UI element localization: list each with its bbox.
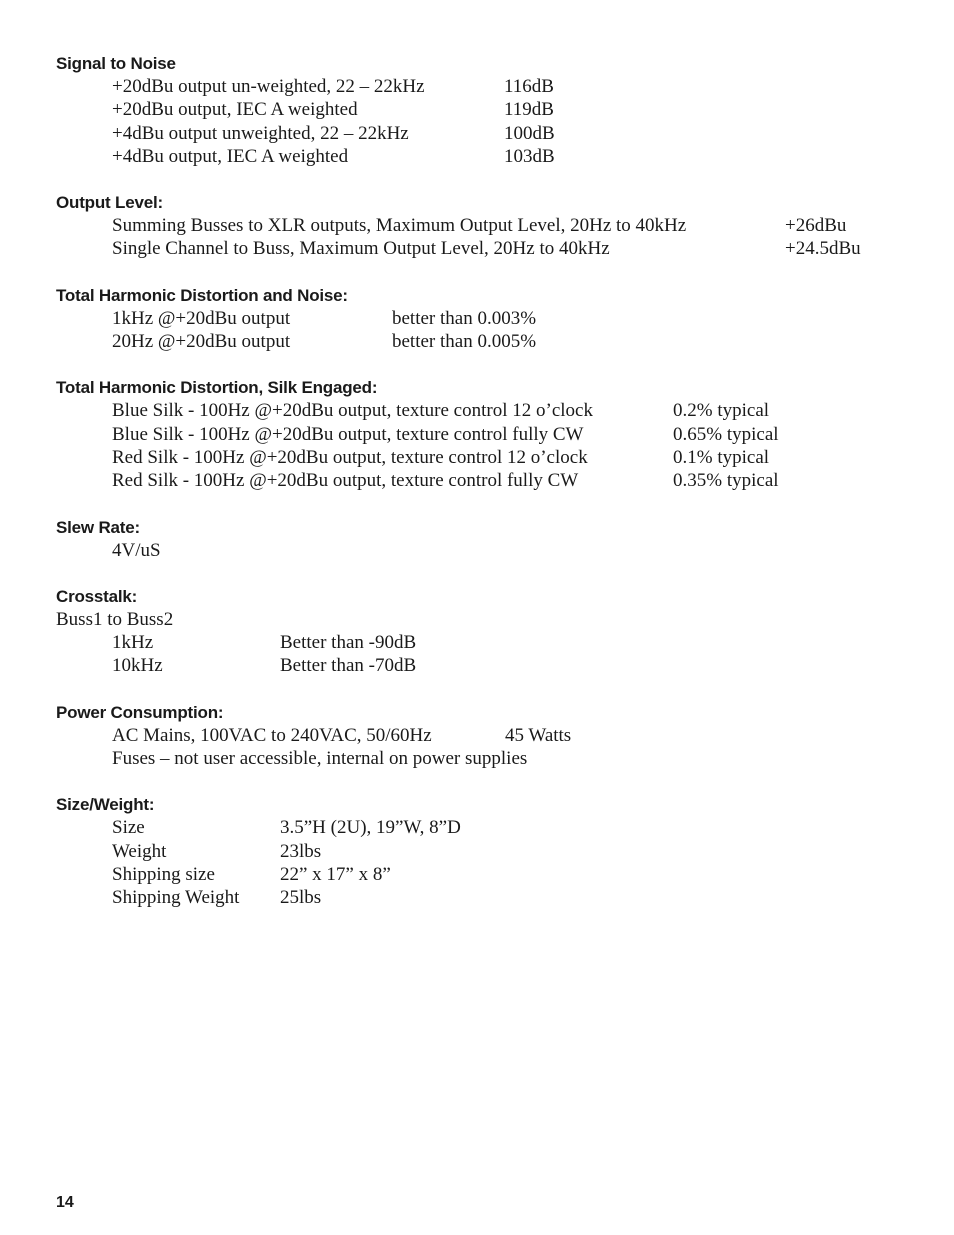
section-output-level [56, 191, 916, 261]
spec-row [56, 307, 916, 330]
spec-row [56, 75, 916, 98]
spec-value: 0.35% typical [673, 470, 779, 492]
spec-row [56, 423, 916, 446]
section-signal-to-noise [56, 52, 916, 168]
spec-label: Single Channel to Buss, Maximum Output Level, 20Hz to 40kHz [112, 238, 610, 260]
spec-row [56, 98, 916, 121]
spec-row [56, 237, 916, 260]
spec-value: 22” x 17” x 8” [280, 863, 391, 885]
spec-label: 20Hz @+20dBu output [112, 331, 291, 353]
section-heading: Total Harmonic Distortion, Silk Engaged: [56, 378, 378, 398]
spec-row [56, 654, 916, 677]
spec-row [56, 840, 916, 863]
spec-label: +20dBu output un-weighted, 22 – 22kHz [112, 76, 425, 97]
section-heading: Output Level: [56, 193, 163, 213]
spec-row [56, 539, 916, 562]
section-heading: Power Consumption: [56, 702, 224, 722]
spec-label: Blue Silk - 100Hz @+20dBu output, texture control 12 o’clock [112, 400, 593, 422]
section-thd-silk [56, 376, 916, 492]
spec-row [56, 886, 916, 909]
section-thd-noise [56, 284, 916, 354]
spec-label: Shipping Weight [112, 887, 240, 909]
spec-page [56, 52, 916, 933]
spec-value: 23lbs [280, 840, 322, 862]
spec-row [56, 122, 916, 145]
section-heading: Slew Rate: [56, 517, 140, 537]
spec-label: Red Silk - 100Hz @+20dBu output, texture control fully CW [112, 470, 579, 492]
spec-value: +24.5dBu [785, 238, 861, 260]
spec-label: +4dBu output, IEC A weighted [112, 145, 349, 167]
spec-row [56, 724, 916, 747]
spec-label: Red Silk - 100Hz @+20dBu output, texture control 12 o’clock [112, 446, 588, 468]
spec-label: 1kHz @+20dBu output [112, 307, 291, 329]
section-slew-rate [56, 516, 916, 562]
spec-value: 119dB [504, 99, 554, 121]
spec-value: 25lbs [280, 887, 322, 909]
section-crosstalk [56, 585, 916, 678]
spec-value: +26dBu [785, 215, 847, 237]
spec-value: 0.65% typical [673, 423, 779, 445]
spec-label: +20dBu output, IEC A weighted [112, 99, 358, 121]
spec-label: Summing Busses to XLR outputs, Maximum Output Level, 20Hz to 40kHz [112, 215, 687, 237]
spec-row [56, 446, 916, 469]
spec-value: better than 0.003% [392, 307, 537, 329]
spec-label: 1kHz [112, 632, 154, 654]
section-size-weight [56, 793, 916, 909]
spec-label: Buss1 to Buss2 [56, 608, 174, 630]
section-heading: Total Harmonic Distortion and Noise: [56, 285, 348, 305]
spec-value: 45 Watts [505, 724, 572, 746]
spec-value: better than 0.005% [392, 331, 537, 353]
spec-label: Weight [112, 840, 167, 862]
spec-value: Better than -90dB [280, 632, 417, 654]
spec-row [56, 469, 916, 492]
section-power-consumption [56, 701, 916, 771]
spec-row [56, 747, 916, 770]
section-heading: Crosstalk: [56, 586, 138, 606]
spec-label: 10kHz [112, 655, 163, 677]
spec-value: 0.2% typical [673, 400, 770, 422]
section-heading: Size/Weight: [56, 795, 155, 815]
page-number: 14 [56, 1194, 74, 1211]
spec-row [56, 145, 916, 168]
section-heading: Signal to Noise [56, 54, 176, 73]
spec-label: +4dBu output unweighted, 22 – 22kHz [112, 122, 409, 144]
spec-row [56, 214, 916, 237]
spec-row [56, 816, 916, 839]
spec-label: Size [112, 817, 145, 839]
spec-label: Fuses – not user accessible, internal on power supplies [112, 748, 528, 770]
spec-value: Better than -70dB [280, 655, 417, 677]
spec-value: 3.5”H (2U), 19”W, 8”D [280, 817, 461, 839]
spec-row [56, 608, 916, 631]
spec-label: Blue Silk - 100Hz @+20dBu output, texture control fully CW [112, 423, 584, 445]
spec-value: 100dB [504, 122, 555, 144]
spec-label: AC Mains, 100VAC to 240VAC, 50/60Hz [112, 724, 432, 746]
spec-row [56, 330, 916, 353]
spec-label: Shipping size [112, 863, 215, 885]
spec-row [56, 631, 916, 654]
spec-label: 4V/uS [112, 539, 161, 561]
spec-value: 0.1% typical [673, 446, 770, 468]
spec-value: 116dB [504, 76, 554, 97]
spec-row [56, 399, 916, 422]
spec-value: 103dB [504, 145, 555, 167]
spec-row [56, 863, 916, 886]
